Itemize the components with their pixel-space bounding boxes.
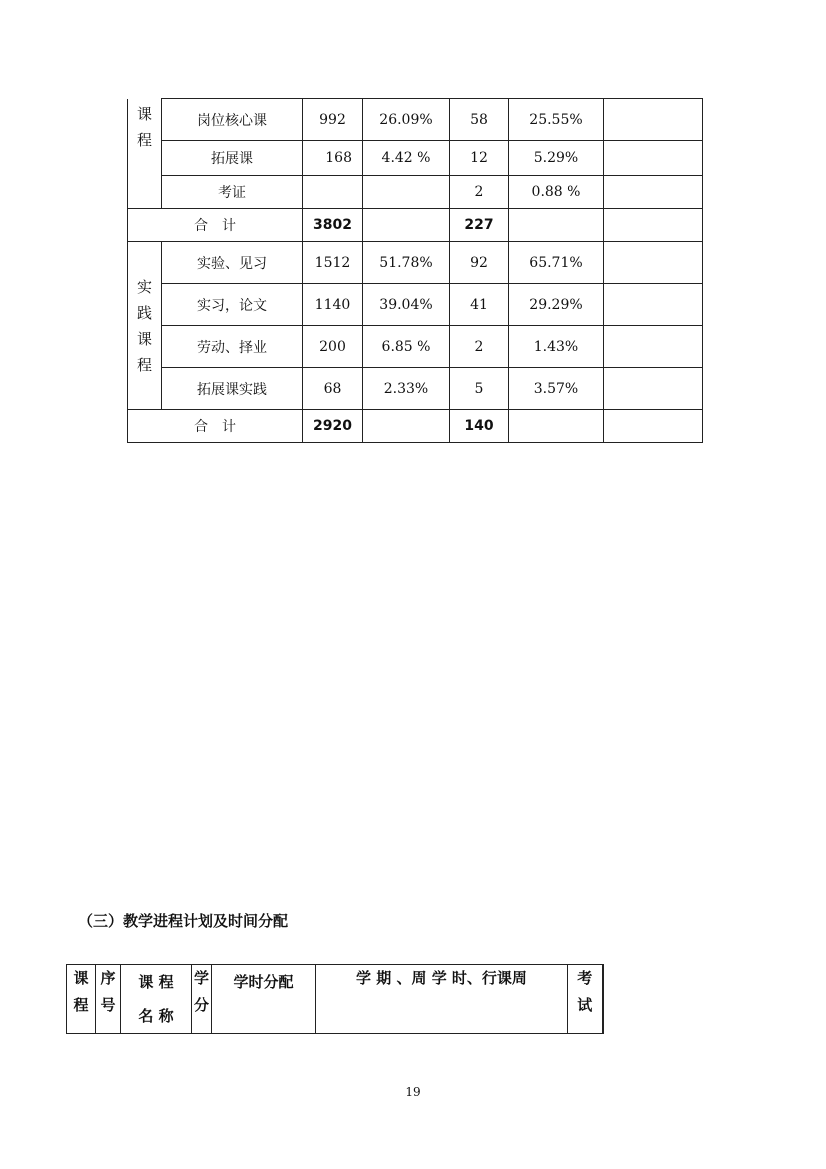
credits-cell: 2 xyxy=(450,176,509,209)
schedule-header-row xyxy=(67,965,603,1034)
note-cell xyxy=(604,242,703,284)
credits-pct-cell: 0.88 % xyxy=(509,176,604,209)
subtotal-label: 合 计 xyxy=(128,410,303,443)
course-group-label: 课 程 xyxy=(128,99,162,209)
note-cell xyxy=(604,326,703,368)
subtotal-row xyxy=(128,209,703,242)
table-row xyxy=(128,368,703,410)
subtotal-row xyxy=(128,410,703,443)
credits-cell: 5 xyxy=(450,368,509,410)
note-cell xyxy=(604,284,703,326)
section-title: （三）教学进程计划及时间分配 xyxy=(78,912,289,930)
hours-pct-cell xyxy=(363,176,450,209)
header-credits: 学 分 xyxy=(192,965,212,1034)
hours-cell: 200 xyxy=(303,326,363,368)
hours-pct-cell: 4.42 % xyxy=(363,141,450,176)
hours-pct-cell: 26.09% xyxy=(363,99,450,141)
credits-cell: 41 xyxy=(450,284,509,326)
summary-table xyxy=(127,98,703,443)
credits-pct-cell: 1.43% xyxy=(509,326,604,368)
hours-pct-cell: 2.33% xyxy=(363,368,450,410)
subtotal-hours: 3802 xyxy=(303,209,363,242)
subtotal-credits: 140 xyxy=(450,410,509,443)
table-row xyxy=(128,284,703,326)
hours-cell: 992 xyxy=(303,99,363,141)
course-name: 考证 xyxy=(162,176,303,209)
hours-cell xyxy=(303,176,363,209)
credits-pct-cell: 65.71% xyxy=(509,242,604,284)
hours-pct-cell: 51.78% xyxy=(363,242,450,284)
hours-cell: 1512 xyxy=(303,242,363,284)
subtotal-label: 合 计 xyxy=(128,209,303,242)
practice-group-label: 实 践 课 程 xyxy=(128,242,162,410)
hours-cell: 68 xyxy=(303,368,363,410)
course-name: 实习，论文 xyxy=(162,284,303,326)
hours-cell: 1140 xyxy=(303,284,363,326)
header-seq-no: 序 号 xyxy=(96,965,121,1034)
subtotal-credits: 227 xyxy=(450,209,509,242)
course-name: 劳动、择业 xyxy=(162,326,303,368)
schedule-header-table xyxy=(66,964,604,1034)
table-row xyxy=(128,242,703,284)
table-row xyxy=(128,176,703,209)
table-row xyxy=(128,141,703,176)
header-semester-weeks: 学 期 、周 学 时、行课周 xyxy=(316,965,568,1034)
course-name: 拓展课实践 xyxy=(162,368,303,410)
credits-cell: 2 xyxy=(450,326,509,368)
course-name: 实验、见习 xyxy=(162,242,303,284)
course-name: 拓展课 xyxy=(162,141,303,176)
table-row xyxy=(128,99,703,141)
note-cell xyxy=(604,176,703,209)
hours-pct-cell: 39.04% xyxy=(363,284,450,326)
note-cell xyxy=(604,368,703,410)
table-row xyxy=(128,326,703,368)
credits-pct-cell: 25.55% xyxy=(509,99,604,141)
header-course-type: 课 程 xyxy=(67,965,96,1034)
hours-pct-cell: 6.85 % xyxy=(363,326,450,368)
header-hours-allocation: 学时分配 xyxy=(212,965,316,1034)
header-course-name: 课 程 名 称 xyxy=(121,965,192,1034)
course-name: 岗位核心课 xyxy=(162,99,303,141)
credits-pct-cell: 3.57% xyxy=(509,368,604,410)
credits-pct-cell: 29.29% xyxy=(509,284,604,326)
page-number: 19 xyxy=(405,1085,421,1099)
credits-cell: 92 xyxy=(450,242,509,284)
header-exam: 考 试 xyxy=(568,965,603,1034)
subtotal-hours: 2920 xyxy=(303,410,363,443)
hours-cell: 168 xyxy=(303,141,363,176)
credits-cell: 12 xyxy=(450,141,509,176)
credits-cell: 58 xyxy=(450,99,509,141)
note-cell xyxy=(604,141,703,176)
credits-pct-cell: 5.29% xyxy=(509,141,604,176)
note-cell xyxy=(604,99,703,141)
